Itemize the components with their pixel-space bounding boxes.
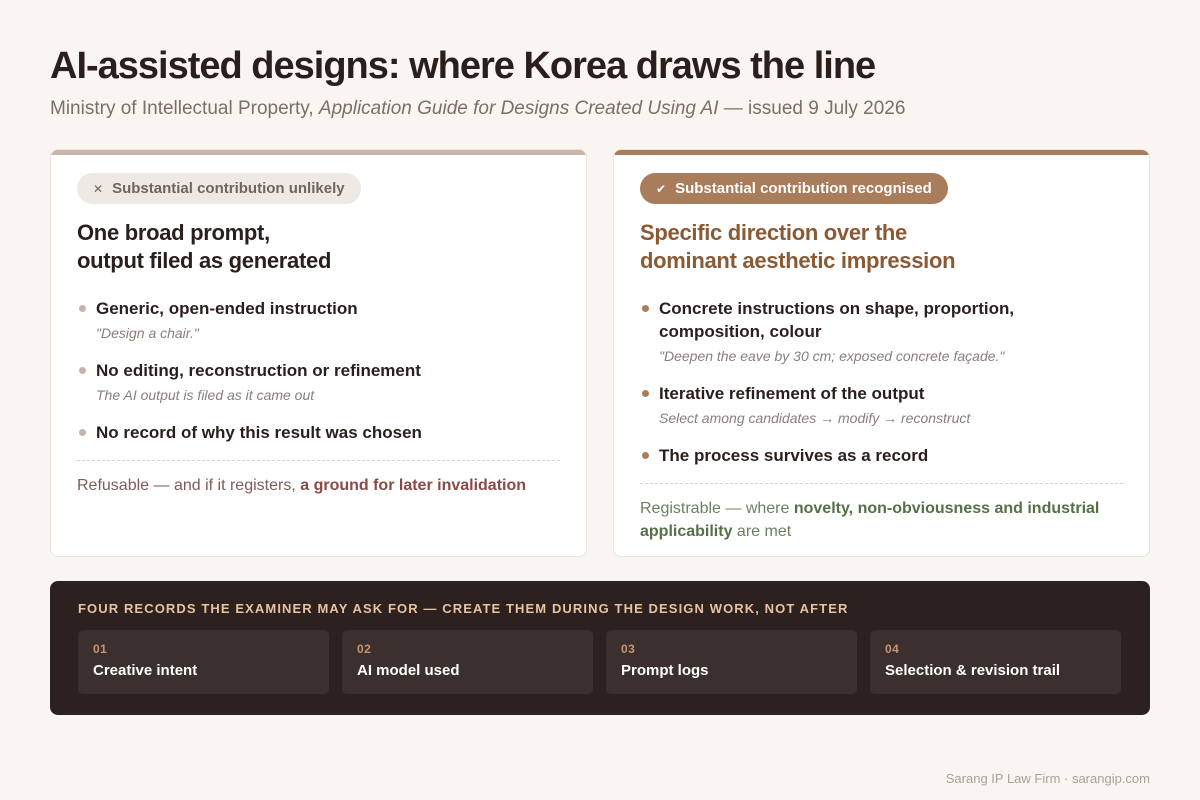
record-label: Creative intent	[93, 662, 198, 679]
card-contribution-unlikely	[50, 149, 587, 557]
verdict	[640, 497, 1123, 543]
verdict-text: Refusable — and if it registers,	[77, 477, 301, 494]
record-card	[78, 630, 329, 694]
list-item-example: "Deepen the eave by 30 cm; exposed concrete façade."	[659, 348, 1005, 364]
divider	[77, 460, 560, 461]
verdict-emphasis: novelty, non-obviousness and industrial applicability	[640, 500, 1100, 540]
check-icon: ✔	[656, 181, 667, 196]
verdict	[77, 474, 560, 497]
list-item	[640, 444, 1123, 467]
verdict-emphasis: a ground for later invalidation	[300, 477, 527, 494]
card-heading	[77, 219, 560, 275]
list-item	[640, 382, 1123, 428]
records-panel	[50, 581, 1150, 715]
records-list	[78, 630, 1122, 694]
badge-label: Substantial contribution recognised	[675, 180, 932, 197]
badge-contribution-unlikely	[77, 173, 361, 204]
card-heading-line: dominant aesthetic impression	[640, 248, 956, 273]
list-item-title: The process survives as a record	[659, 446, 929, 465]
list-item-title: No editing, reconstruction or refinement	[96, 361, 421, 380]
criteria-list	[77, 297, 560, 444]
record-card	[342, 630, 593, 694]
page-title: AI-assisted designs: where Korea draws the line	[50, 45, 876, 87]
page-subtitle	[50, 96, 1150, 122]
record-label: AI model used	[357, 662, 460, 679]
comparison-cards	[50, 149, 1150, 557]
footer-credit: Sarang IP Law Firm · sarangip.com	[945, 771, 1150, 786]
list-item-title: Generic, open-ended instruction	[96, 299, 358, 318]
card-contribution-recognised	[613, 149, 1150, 557]
record-label: Prompt logs	[621, 662, 709, 679]
record-card	[870, 630, 1121, 694]
badge-label: Substantial contribution unlikely	[112, 180, 345, 197]
subtitle-document-title: Application Guide for Designs Created Using AI	[318, 98, 719, 119]
record-number: 04	[885, 642, 900, 656]
criteria-list	[640, 297, 1123, 467]
list-item-example: Select among candidates → modify → reconstruct	[659, 410, 971, 426]
record-card	[606, 630, 857, 694]
record-number: 01	[93, 642, 108, 656]
card-heading-line: output filed as generated	[77, 248, 332, 273]
list-item	[77, 297, 560, 343]
list-item-example: "Design a chair."	[96, 325, 199, 341]
record-label: Selection & revision trail	[885, 662, 1061, 679]
card-heading-line: One broad prompt,	[77, 220, 270, 245]
x-icon: ✕	[93, 181, 104, 196]
list-item	[77, 421, 560, 444]
list-item	[77, 359, 560, 405]
subtitle-date: — issued 9 July 2026	[718, 98, 906, 119]
list-item-example: The AI output is filed as it came out	[96, 387, 315, 403]
record-number: 03	[621, 642, 636, 656]
badge-contribution-recognised	[640, 173, 948, 204]
record-number: 02	[357, 642, 372, 656]
subtitle-source: Ministry of Intellectual Property,	[50, 98, 319, 119]
verdict-text: Registrable — where	[640, 500, 794, 517]
records-heading: FOUR RECORDS THE EXAMINER MAY ASK FOR — CREATE THEM DURING THE DESIGN WORK, NOT AFTER	[78, 601, 849, 616]
list-item-title: Iterative refinement of the output	[659, 384, 925, 403]
list-item-title: No record of why this result was chosen	[96, 423, 422, 442]
list-item	[640, 297, 1123, 366]
list-item-title: Concrete instructions on shape, proportion, composition, colour	[659, 299, 1015, 341]
divider	[640, 483, 1123, 484]
card-heading-line: Specific direction over the	[640, 220, 907, 245]
card-heading	[640, 219, 1123, 275]
verdict-text-end: are met	[732, 523, 792, 540]
